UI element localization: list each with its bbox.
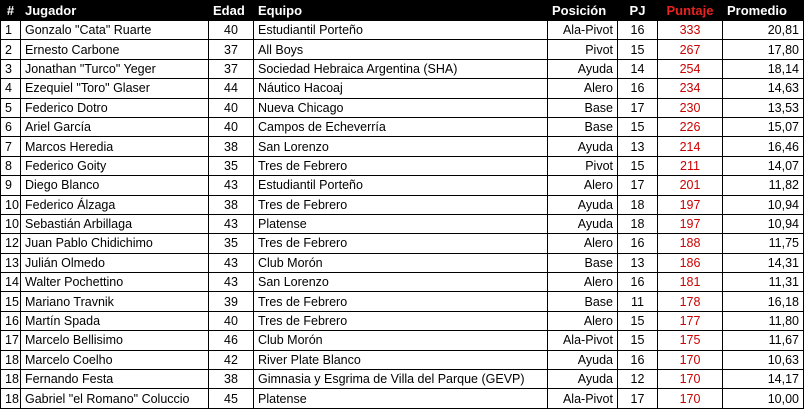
table-row: [1, 79, 804, 98]
cell-position: Base: [548, 253, 618, 272]
cell-games: 14: [618, 59, 658, 78]
cell-points: 230: [658, 98, 723, 117]
table-row: [1, 176, 804, 195]
cell-age: 40: [209, 117, 254, 136]
cell-age: 35: [209, 156, 254, 175]
cell-points: 170: [658, 389, 723, 408]
cell-age: 40: [209, 311, 254, 330]
cell-average: 20,81: [723, 21, 804, 40]
table-row: [1, 234, 804, 253]
cell-rank: 5: [1, 98, 21, 117]
cell-average: 15,07: [723, 117, 804, 136]
cell-average: 11,82: [723, 176, 804, 195]
cell-games: 17: [618, 176, 658, 195]
cell-average: 14,63: [723, 79, 804, 98]
cell-position: Alero: [548, 234, 618, 253]
cell-team: Platense: [254, 214, 548, 233]
cell-position: Alero: [548, 311, 618, 330]
cell-team: Tres de Febrero: [254, 156, 548, 175]
cell-points: 178: [658, 292, 723, 311]
cell-team: Club Morón: [254, 331, 548, 350]
cell-player: Fernando Festa: [21, 370, 209, 389]
cell-team: San Lorenzo: [254, 137, 548, 156]
cell-player: Marcos Heredia: [21, 137, 209, 156]
header-rank: #: [1, 1, 21, 21]
cell-age: 46: [209, 331, 254, 350]
cell-age: 43: [209, 214, 254, 233]
cell-rank: 1: [1, 21, 21, 40]
cell-age: 39: [209, 292, 254, 311]
cell-team: Tres de Febrero: [254, 195, 548, 214]
cell-games: 16: [618, 79, 658, 98]
cell-rank: 18: [1, 389, 21, 408]
cell-age: 44: [209, 79, 254, 98]
cell-rank: 2: [1, 40, 21, 59]
cell-age: 37: [209, 40, 254, 59]
cell-age: 40: [209, 98, 254, 117]
cell-player: Ernesto Carbone: [21, 40, 209, 59]
cell-age: 40: [209, 21, 254, 40]
cell-rank: 12: [1, 234, 21, 253]
cell-age: 43: [209, 273, 254, 292]
table-row: [1, 331, 804, 350]
table-header: [1, 1, 804, 21]
cell-rank: 9: [1, 176, 21, 195]
cell-points: 175: [658, 331, 723, 350]
cell-games: 15: [618, 311, 658, 330]
cell-average: 16,46: [723, 137, 804, 156]
cell-average: 13,53: [723, 98, 804, 117]
cell-points: 267: [658, 40, 723, 59]
cell-team: All Boys: [254, 40, 548, 59]
cell-points: 226: [658, 117, 723, 136]
cell-average: 14,17: [723, 370, 804, 389]
cell-player: Julián Olmedo: [21, 253, 209, 272]
cell-position: Ala-Pivot: [548, 21, 618, 40]
cell-games: 17: [618, 98, 658, 117]
table-row: [1, 117, 804, 136]
cell-games: 15: [618, 156, 658, 175]
cell-position: Ayuda: [548, 350, 618, 369]
table-row: [1, 21, 804, 40]
cell-position: Ala-Pivot: [548, 331, 618, 350]
header-age: Edad: [209, 1, 254, 21]
cell-age: 45: [209, 389, 254, 408]
cell-position: Base: [548, 98, 618, 117]
cell-player: Ariel García: [21, 117, 209, 136]
cell-player: Walter Pochettino: [21, 273, 209, 292]
cell-team: Platense: [254, 389, 548, 408]
cell-player: Mariano Travnik: [21, 292, 209, 311]
cell-team: River Plate Blanco: [254, 350, 548, 369]
cell-games: 16: [618, 21, 658, 40]
cell-average: 14,31: [723, 253, 804, 272]
header-average: Promedio: [723, 1, 804, 21]
cell-rank: 18: [1, 370, 21, 389]
cell-points: 170: [658, 370, 723, 389]
cell-team: Campos de Echeverría: [254, 117, 548, 136]
cell-points: 170: [658, 350, 723, 369]
cell-rank: 15: [1, 292, 21, 311]
cell-average: 10,94: [723, 214, 804, 233]
cell-rank: 7: [1, 137, 21, 156]
header-row: [1, 1, 804, 21]
table-row: [1, 253, 804, 272]
cell-rank: 18: [1, 350, 21, 369]
table-row: [1, 59, 804, 78]
cell-age: 38: [209, 370, 254, 389]
cell-player: Marcelo Coelho: [21, 350, 209, 369]
cell-games: 18: [618, 214, 658, 233]
cell-team: Tres de Febrero: [254, 311, 548, 330]
cell-age: 43: [209, 176, 254, 195]
cell-player: Diego Blanco: [21, 176, 209, 195]
table-row: [1, 214, 804, 233]
table-row: [1, 273, 804, 292]
table-row: [1, 389, 804, 408]
cell-team: Estudiantil Porteño: [254, 176, 548, 195]
cell-player: Federico Goity: [21, 156, 209, 175]
cell-rank: 17: [1, 331, 21, 350]
cell-points: 197: [658, 195, 723, 214]
cell-team: Nueva Chicago: [254, 98, 548, 117]
cell-player: Jonathan "Turco" Yeger: [21, 59, 209, 78]
table-row: [1, 156, 804, 175]
cell-average: 17,80: [723, 40, 804, 59]
table-row: [1, 350, 804, 369]
cell-position: Base: [548, 117, 618, 136]
cell-average: 11,80: [723, 311, 804, 330]
header-position: Posición: [548, 1, 618, 21]
header-player: Jugador: [21, 1, 209, 21]
cell-position: Ayuda: [548, 370, 618, 389]
cell-games: 16: [618, 234, 658, 253]
cell-average: 18,14: [723, 59, 804, 78]
cell-team: San Lorenzo: [254, 273, 548, 292]
cell-player: Martín Spada: [21, 311, 209, 330]
cell-position: Alero: [548, 273, 618, 292]
cell-position: Base: [548, 292, 618, 311]
cell-position: Ayuda: [548, 195, 618, 214]
table-row: [1, 292, 804, 311]
cell-average: 11,31: [723, 273, 804, 292]
cell-team: Estudiantil Porteño: [254, 21, 548, 40]
cell-player: Marcelo Bellisimo: [21, 331, 209, 350]
cell-games: 17: [618, 389, 658, 408]
header-team: Equipo: [254, 1, 548, 21]
cell-team: Náutico Hacoaj: [254, 79, 548, 98]
cell-games: 15: [618, 331, 658, 350]
cell-rank: 3: [1, 59, 21, 78]
cell-games: 12: [618, 370, 658, 389]
cell-player: Gonzalo "Cata" Ruarte: [21, 21, 209, 40]
cell-age: 42: [209, 350, 254, 369]
cell-average: 10,63: [723, 350, 804, 369]
cell-position: Ala-Pivot: [548, 389, 618, 408]
cell-average: 10,00: [723, 389, 804, 408]
cell-games: 13: [618, 137, 658, 156]
cell-points: 197: [658, 214, 723, 233]
header-points: Puntaje: [658, 1, 723, 21]
cell-team: Club Morón: [254, 253, 548, 272]
cell-points: 186: [658, 253, 723, 272]
cell-games: 16: [618, 273, 658, 292]
cell-average: 11,75: [723, 234, 804, 253]
table-row: [1, 370, 804, 389]
cell-rank: 16: [1, 311, 21, 330]
cell-rank: 14: [1, 273, 21, 292]
cell-age: 38: [209, 195, 254, 214]
cell-position: Alero: [548, 79, 618, 98]
table-row: [1, 98, 804, 117]
cell-points: 181: [658, 273, 723, 292]
table-row: [1, 311, 804, 330]
cell-points: 214: [658, 137, 723, 156]
cell-age: 43: [209, 253, 254, 272]
cell-points: 201: [658, 176, 723, 195]
cell-average: 16,18: [723, 292, 804, 311]
cell-rank: 4: [1, 79, 21, 98]
cell-games: 15: [618, 117, 658, 136]
cell-position: Pivot: [548, 156, 618, 175]
cell-position: Ayuda: [548, 137, 618, 156]
cell-points: 177: [658, 311, 723, 330]
cell-team: Tres de Febrero: [254, 234, 548, 253]
cell-points: 234: [658, 79, 723, 98]
cell-games: 16: [618, 350, 658, 369]
cell-points: 333: [658, 21, 723, 40]
cell-games: 13: [618, 253, 658, 272]
cell-rank: 10: [1, 214, 21, 233]
cell-position: Alero: [548, 176, 618, 195]
cell-average: 11,67: [723, 331, 804, 350]
cell-player: Sebastián Arbillaga: [21, 214, 209, 233]
cell-team: Tres de Febrero: [254, 292, 548, 311]
cell-player: Juan Pablo Chidichimo: [21, 234, 209, 253]
cell-rank: 13: [1, 253, 21, 272]
cell-age: 35: [209, 234, 254, 253]
cell-points: 188: [658, 234, 723, 253]
header-games: PJ: [618, 1, 658, 21]
table-body: [1, 21, 804, 409]
table-row: [1, 137, 804, 156]
cell-rank: 6: [1, 117, 21, 136]
cell-age: 37: [209, 59, 254, 78]
table-row: [1, 195, 804, 214]
cell-average: 14,07: [723, 156, 804, 175]
cell-player: Federico Dotro: [21, 98, 209, 117]
cell-player: Ezequiel "Toro" Glaser: [21, 79, 209, 98]
cell-games: 18: [618, 195, 658, 214]
cell-position: Ayuda: [548, 59, 618, 78]
cell-points: 254: [658, 59, 723, 78]
cell-points: 211: [658, 156, 723, 175]
cell-player: Federico Álzaga: [21, 195, 209, 214]
table-row: [1, 40, 804, 59]
cell-position: Pivot: [548, 40, 618, 59]
cell-player: Gabriel "el Romano" Coluccio: [21, 389, 209, 408]
cell-team: Gimnasia y Esgrima de Villa del Parque (GEVP): [254, 370, 548, 389]
cell-rank: 10: [1, 195, 21, 214]
cell-team: Sociedad Hebraica Argentina (SHA): [254, 59, 548, 78]
cell-rank: 8: [1, 156, 21, 175]
cell-games: 11: [618, 292, 658, 311]
cell-position: Ayuda: [548, 214, 618, 233]
cell-age: 38: [209, 137, 254, 156]
cell-games: 15: [618, 40, 658, 59]
cell-average: 10,94: [723, 195, 804, 214]
